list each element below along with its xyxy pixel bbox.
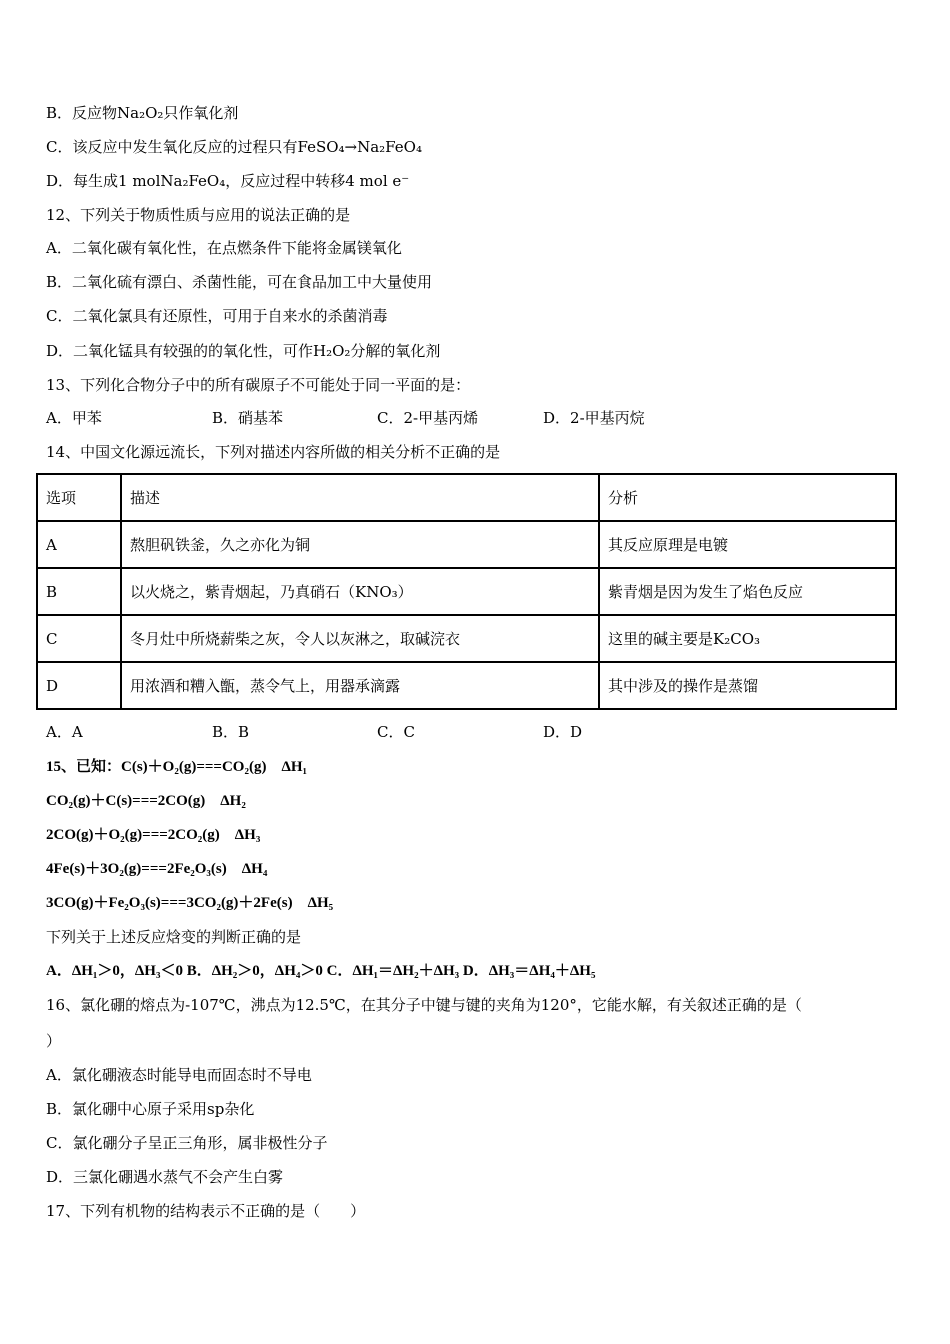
- q12-option-c: C．二氧化氯具有还原性，可用于自来水的杀菌消毒: [46, 307, 388, 325]
- q16-stem-end: ）: [46, 1032, 62, 1050]
- table-cell: 以火烧之，紫青烟起，乃真硝石（KNO₃）: [121, 568, 599, 615]
- q14-option-a: A．A: [46, 723, 83, 741]
- q15-equation-3: 2CO(g)＋O₂(g)===2CO₂(g) ΔH₃: [46, 827, 261, 843]
- table-cell: 紫青烟是因为发生了焰色反应: [599, 568, 896, 615]
- q11-option-c: C．该反应中发生氧化反应的过程只有FeSO₄→Na₂FeO₄: [46, 138, 422, 156]
- table-header-row: [37, 474, 896, 521]
- q14-option-d: D．D: [543, 723, 583, 741]
- q13-stem: 13、下列化合物分子中的所有碳原子不可能处于同一平面的是：: [46, 376, 471, 394]
- q14-option-b: B．B: [212, 723, 250, 741]
- q12-option-b: B．二氧化硫有漂白、杀菌性能，可在食品加工中大量使用: [46, 273, 433, 291]
- q15-options: A．ΔH₁＞0，ΔH₃＜0 B．ΔH₂＞0，ΔH₄＞0 C．ΔH₁＝ΔH₂＋ΔH₃ D．ΔH₃＝ΔH₄＋ΔH₅: [46, 963, 596, 979]
- q16-option-c: C．氯化硼分子呈正三角形，属非极性分子: [46, 1134, 328, 1152]
- q12-stem: 12、下列关于物质性质与应用的说法正确的是: [46, 206, 351, 224]
- q17-stem: 17、下列有机物的结构表示不正确的是（ ）: [46, 1202, 366, 1220]
- q13-option-c: C．2-甲基丙烯: [377, 409, 479, 427]
- table-cell: 冬月灶中所烧薪柴之灰，令人以灰淋之，取碱浣衣: [121, 615, 599, 662]
- table-header-cell: 描述: [121, 474, 599, 521]
- q14-option-c: C．C: [377, 723, 415, 741]
- table-row: [37, 568, 896, 615]
- table-row: [37, 615, 896, 662]
- table-row: [37, 521, 896, 568]
- table-cell: 熬胆矾铁釜，久之亦化为铜: [121, 521, 599, 568]
- table-cell: A: [37, 521, 121, 568]
- table-cell: C: [37, 615, 121, 662]
- table-row: [37, 662, 896, 709]
- q13-option-d: D．2-甲基丙烷: [543, 409, 645, 427]
- q15-equation-4: 4Fe(s)＋3O₂(g)===2Fe₂O₃(s) ΔH₄: [46, 861, 268, 877]
- q15-stem: 15、已知：C(s)＋O₂(g)===CO₂(g) ΔH₁: [46, 759, 308, 775]
- q15-question: 下列关于上述反应焓变的判断正确的是: [46, 928, 302, 946]
- q15-equation-5: 3CO(g)＋Fe₂O₃(s)===3CO₂(g)＋2Fe(s) ΔH₅: [46, 895, 334, 911]
- q12-option-d: D．二氧化锰具有较强的的氧化性，可作H₂O₂分解的氧化剂: [46, 342, 441, 360]
- q16-option-b: B．氯化硼中心原子采用sp杂化: [46, 1100, 255, 1118]
- table-header-cell: 分析: [599, 474, 896, 521]
- q16-option-a: A．氯化硼液态时能导电而固态时不导电: [46, 1066, 312, 1084]
- q16-option-d: D．三氯化硼遇水蒸气不会产生白雾: [46, 1168, 284, 1186]
- q11-option-b: B．反应物Na₂O₂只作氧化剂: [46, 104, 239, 122]
- table-cell: 其反应原理是电镀: [599, 521, 896, 568]
- table-cell: 其中涉及的操作是蒸馏: [599, 662, 896, 709]
- q11-option-d: D．每生成1 molNa₂FeO₄，反应过程中转移4 mol e⁻: [46, 172, 410, 190]
- table-cell: 用浓酒和糟入甑，蒸令气上，用器承滴露: [121, 662, 599, 709]
- q12-option-a: A．二氧化碳有氧化性，在点燃条件下能将金属镁氧化: [46, 239, 402, 257]
- table-header-cell: 选项: [37, 474, 121, 521]
- table-cell: 这里的碱主要是K₂CO₃: [599, 615, 896, 662]
- q13-option-a: A．甲苯: [46, 409, 102, 427]
- q16-stem: 16、氯化硼的熔点为-107℃，沸点为12.5℃，在其分子中键与键的夹角为120°，它能水解，有关叙述正确的是（: [46, 996, 802, 1014]
- q13-option-b: B．硝基苯: [212, 409, 284, 427]
- table-cell: D: [37, 662, 121, 709]
- table-cell: B: [37, 568, 121, 615]
- q14-table: [36, 473, 897, 710]
- q14-stem: 14、中国文化源远流长，下列对描述内容所做的相关分析不正确的是: [46, 443, 501, 461]
- q15-equation-2: CO₂(g)＋C(s)===2CO(g) ΔH₂: [46, 793, 246, 809]
